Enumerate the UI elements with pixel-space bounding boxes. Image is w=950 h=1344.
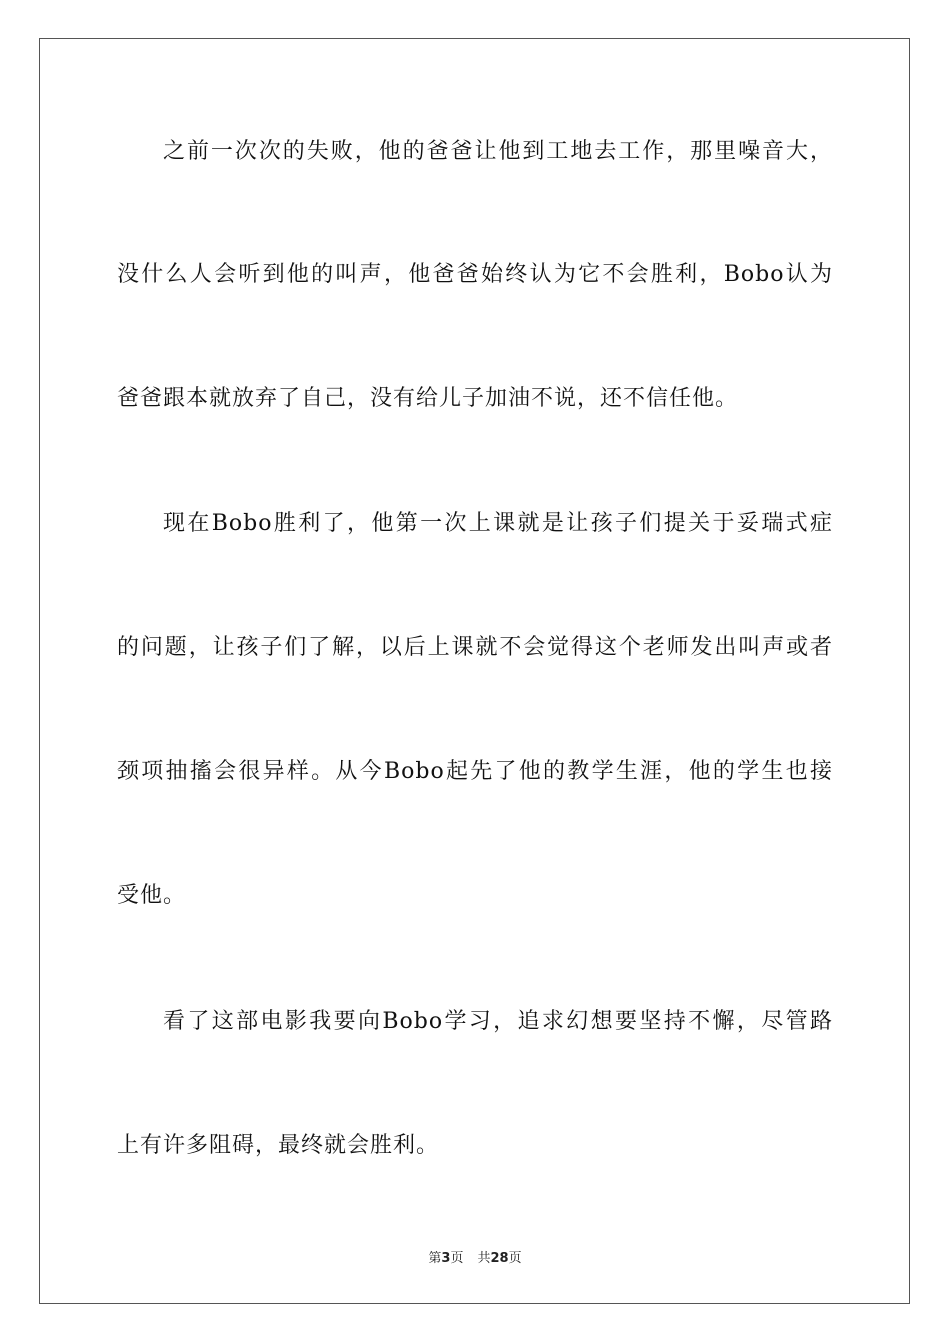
total-pages: 28 (490, 1251, 509, 1266)
text-line: 上有许多阻碍，最终就会胜利。 (117, 1133, 440, 1158)
text-line: 的问题，让孩子们了解，以后上课就不会觉得这个老师发出叫声或者 (117, 635, 833, 660)
text-line: 之前一次次的失败，他的爸爸让他到工地去工作，那里噪音大， (163, 139, 833, 164)
page-prefix: 第 (428, 1251, 442, 1266)
page-suffix: 页 (450, 1251, 464, 1266)
text-line: 爸爸跟本就放弃了自己，没有给儿子加油不说，还不信任他。 (117, 386, 739, 411)
total-suffix: 页 (508, 1251, 522, 1266)
total-prefix: 共 (477, 1251, 491, 1266)
text-line: 受他。 (117, 883, 187, 908)
page-number: 3 (441, 1251, 451, 1266)
text-line: 看了这部电影我要向Bobo学习，追求幻想要坚持不懈，尽管路 (163, 1009, 833, 1034)
text-line: 没什么人会听到他的叫声，他爸爸始终认为它不会胜利，Bobo认为 (117, 262, 833, 287)
page-border (39, 38, 910, 1304)
page-footer (0, 1247, 950, 1266)
text-line: 颈项抽搐会很异样。从今Bobo起先了他的教学生涯，他的学生也接 (117, 759, 833, 784)
text-line: 现在Bobo胜利了，他第一次上课就是让孩子们提关于妥瑞式症 (163, 511, 833, 536)
